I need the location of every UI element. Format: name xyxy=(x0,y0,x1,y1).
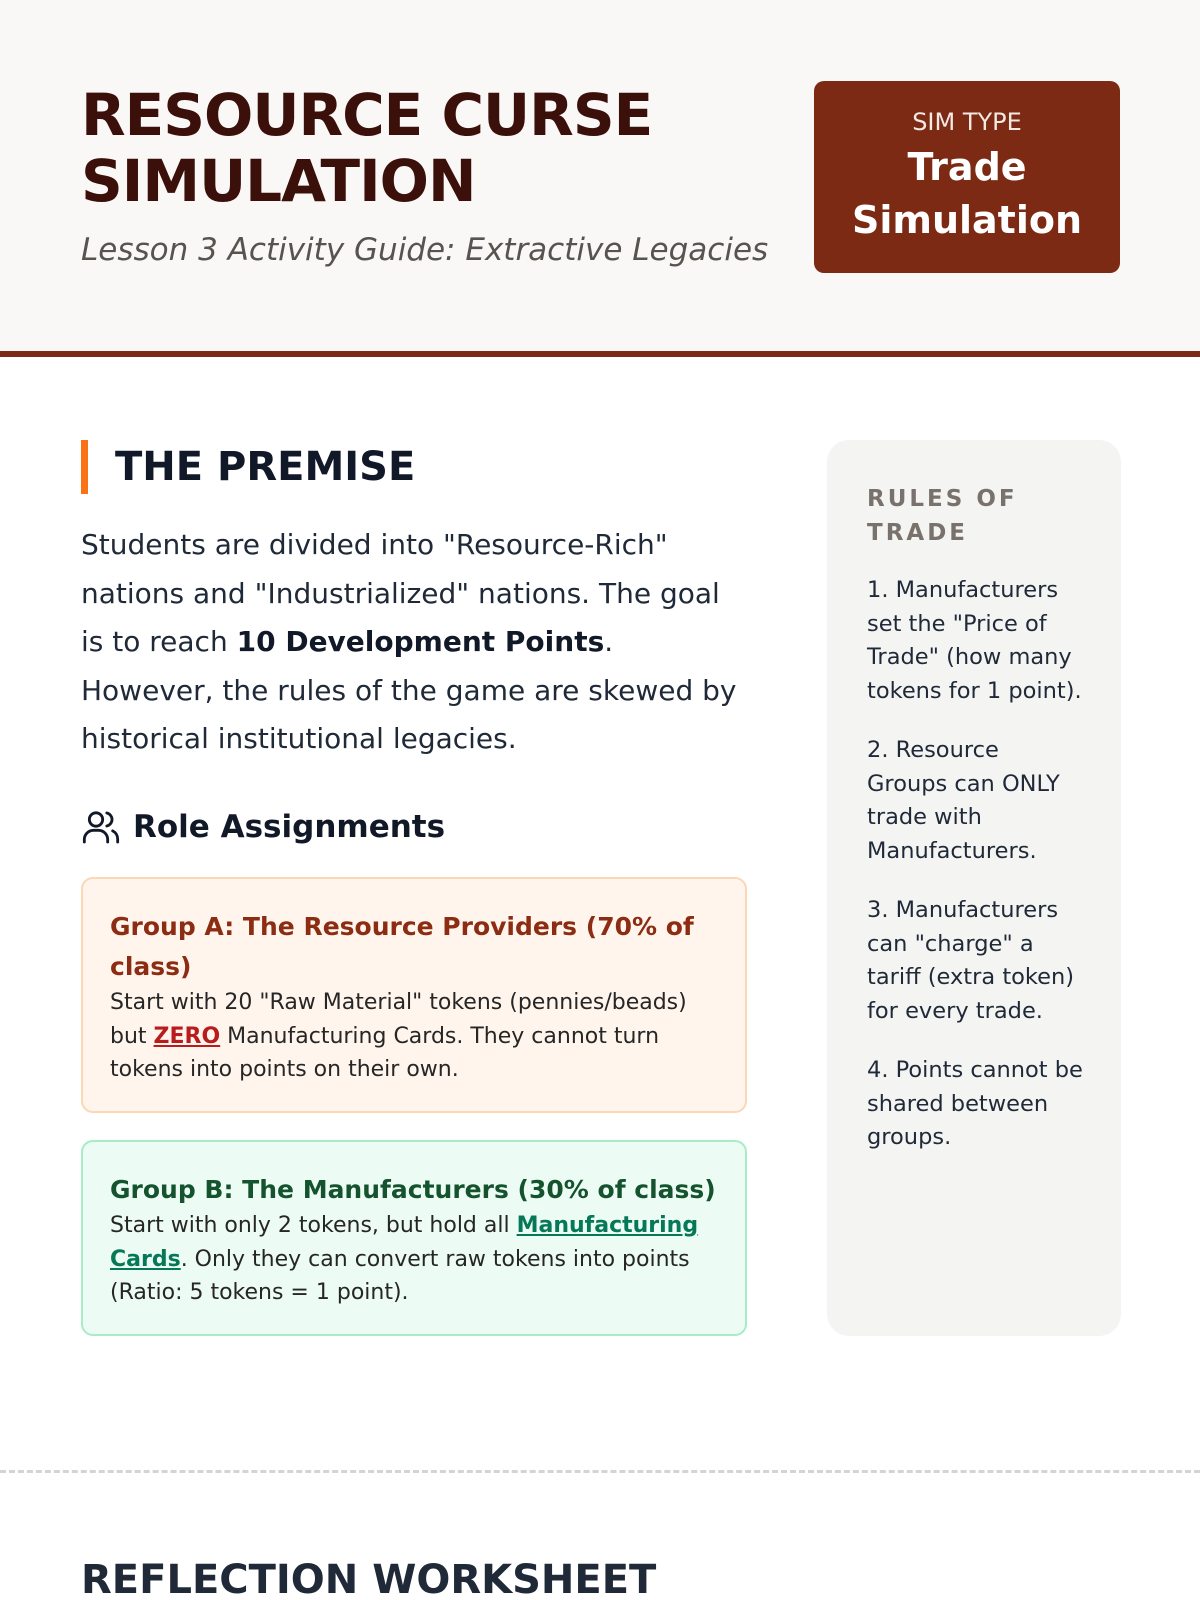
group-b-card xyxy=(81,1140,747,1336)
rule-item: 4. Points cannot be shared between groups. xyxy=(867,1057,1083,1150)
premise-heading: THE PREMISE xyxy=(81,440,415,494)
sim-type-label: SIM TYPE xyxy=(912,108,1022,136)
group-b-title: Group B: The Manufacturers (30% of class) xyxy=(110,1175,716,1204)
development-points-highlight: 10 Development Points xyxy=(236,625,605,658)
premise-text-after: . However, the rules of the game are skewed by historical institutional legacies. xyxy=(81,625,737,755)
group-b-text xyxy=(110,1209,718,1310)
manufacturing-cards-highlight: Manufacturing Cards xyxy=(110,1213,699,1272)
rule-item: 2. Resource Groups can ONLY trade with Manufacturers. xyxy=(867,737,1060,864)
group-b-text-after: . Only they can convert raw tokens into points (Ratio: 5 tokens = 1 point). xyxy=(110,1246,690,1305)
page-subtitle: Lesson 3 Activity Guide: Extractive Legacies xyxy=(81,232,769,268)
users-icon xyxy=(81,807,121,847)
rule-item: 3. Manufacturers can "charge" a tariff (extra token) for every trade. xyxy=(867,897,1075,1024)
premise-text-before: Students are divided into "Resource-Rich" nations and "Industrialized" nations. The goal is to reach xyxy=(81,528,720,658)
page-title: RESOURCE CURSE SIMULATION xyxy=(81,81,653,215)
group-a-text xyxy=(110,986,718,1087)
sim-type-badge xyxy=(814,81,1120,273)
group-b-text-before: Start with only 2 tokens, but hold all xyxy=(110,1213,517,1238)
rules-title: RULES OF TRADE xyxy=(867,486,1018,546)
premise-text xyxy=(81,521,751,764)
sim-type-value: Trade Simulation xyxy=(851,145,1083,242)
group-a-text-after: Manufacturing Cards. They cannot turn tokens into points on their own. xyxy=(110,1023,660,1082)
role-assignments-heading xyxy=(81,803,445,851)
rule-item: 1. Manufacturers set the "Price of Trade" (how many tokens for 1 point). xyxy=(867,577,1082,704)
zero-highlight: ZERO xyxy=(153,1023,221,1049)
group-a-card xyxy=(81,877,747,1113)
group-a-title: Group A: The Resource Providers (70% of class) xyxy=(110,912,694,981)
rules-of-trade-panel xyxy=(827,440,1121,1336)
group-a-text-before: Start with 20 "Raw Material" tokens (pennies/beads) but xyxy=(110,990,687,1049)
role-assignments-label: Role Assignments xyxy=(133,809,446,845)
reflection-worksheet-heading: REFLECTION WORKSHEET xyxy=(81,1557,657,1600)
section-divider xyxy=(0,1470,1200,1473)
header xyxy=(0,0,1200,357)
